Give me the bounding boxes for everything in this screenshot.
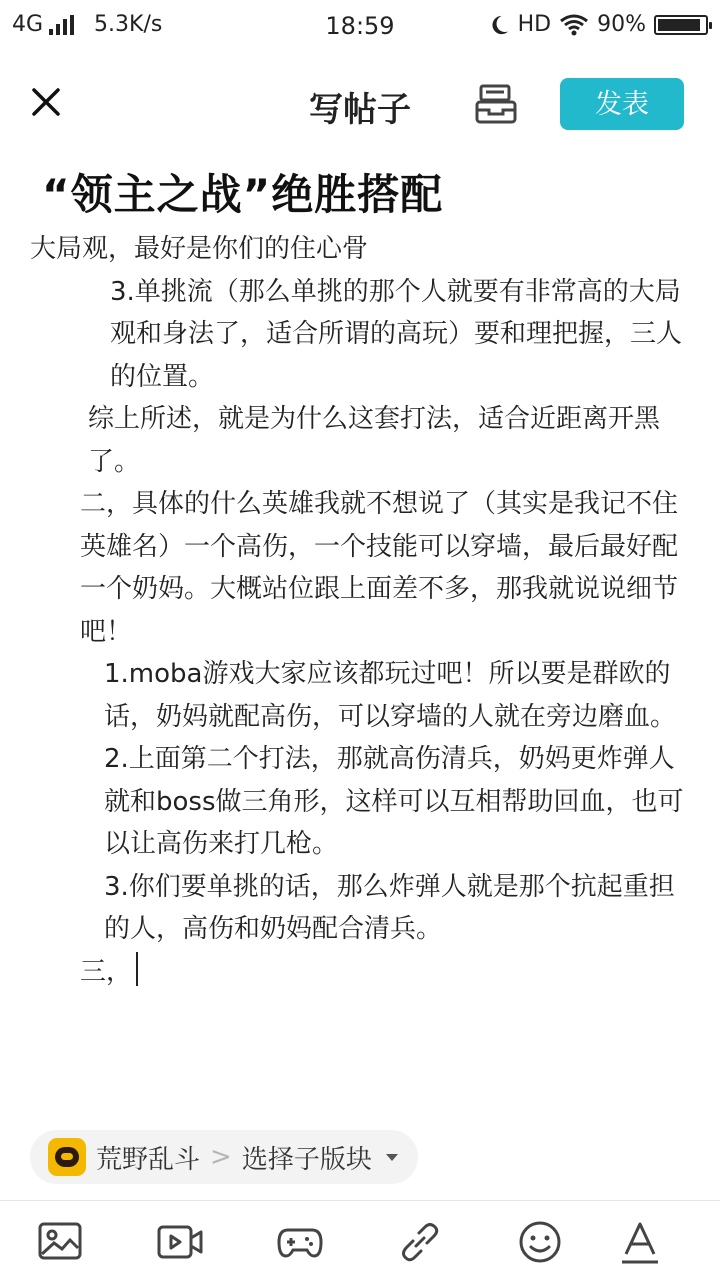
wifi-icon — [559, 14, 589, 36]
drafts-icon[interactable] — [472, 80, 520, 128]
text-cursor — [136, 952, 138, 986]
text-format-icon[interactable] — [616, 1218, 664, 1266]
moon-icon — [488, 14, 510, 36]
nav-bar — [0, 60, 720, 148]
chevron-right-icon: > — [210, 1142, 232, 1172]
link-icon[interactable] — [396, 1218, 444, 1266]
paragraph: 3.你们要单挑的话，那么炸弹人就是那个抗起重担的人，高伤和奶妈配合清兵。 — [104, 871, 675, 944]
emoji-icon[interactable] — [516, 1218, 564, 1266]
page-title: 写帖子 — [309, 90, 411, 130]
gamepad-icon[interactable] — [276, 1218, 324, 1266]
editor-toolbar — [0, 1210, 720, 1274]
paragraph: 2.上面第二个打法，那就高伤清兵，奶妈更炸弹人就和boss做三角形，这样可以互相帮助回血，也可以让高伤来打几枪。 — [104, 744, 684, 859]
post-title[interactable]: “领主之战”绝胜搭配 — [42, 170, 444, 219]
board-selector[interactable] — [30, 1130, 418, 1184]
paragraph: 1.moba游戏大家应该都玩过吧！所以要是群欧的话，奶妈就配高伤，可以穿墙的人就在旁边磨血。 — [104, 659, 677, 732]
hd-indicator: HD — [517, 12, 552, 37]
image-icon[interactable] — [36, 1218, 84, 1266]
battery-percent: 90% — [597, 12, 646, 37]
brawl-stars-icon — [48, 1138, 86, 1176]
paragraph: 大局观，最好是你们的住心骨 — [30, 234, 369, 264]
video-icon[interactable] — [156, 1218, 204, 1266]
game-name: 荒野乱斗 — [96, 1144, 201, 1175]
network-type: 4G — [12, 12, 44, 37]
caret-down-icon — [386, 1154, 398, 1161]
publish-button[interactable]: 发表 — [560, 78, 684, 130]
post-editor[interactable] — [30, 228, 694, 993]
network-speed: 5.3K/s — [94, 12, 163, 37]
select-subforum-label: 选择子版块 — [241, 1144, 372, 1175]
battery-icon — [654, 15, 708, 35]
paragraph-current: 三， — [30, 951, 694, 994]
paragraph: 二，具体的什么英雄我就不想说了（其实是我记不住英雄名）一个高伤，一个技能可以穿墙，最后最好配一个奶妈。大概站位跟上面差不多，那我就说说细节吧！ — [80, 489, 679, 647]
status-time: 18:59 — [325, 12, 395, 40]
paragraph: 3.单挑流（那么单挑的那个人就要有非常高的大局观和身法了，适合所谓的高玩）要和理把握，三人的位置。 — [110, 276, 683, 392]
toolbar-divider — [0, 1200, 720, 1201]
status-bar — [0, 0, 720, 50]
paragraph: 综上所述，就是为什么这套打法，适合近距离开黑了。 — [88, 404, 661, 477]
status-right — [488, 12, 708, 37]
